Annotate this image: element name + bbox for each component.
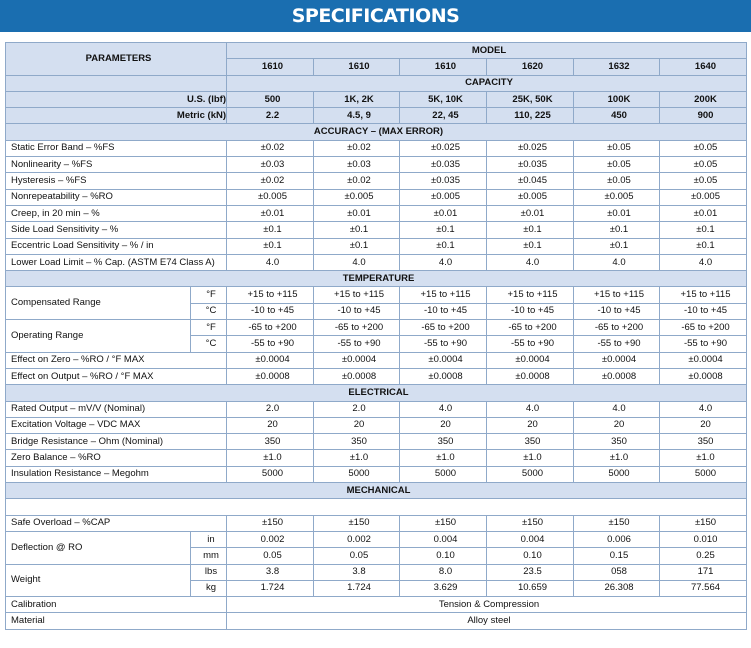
value-cell: 0.05 <box>227 548 314 564</box>
table-row <box>6 466 747 482</box>
value-cell: ±0.035 <box>487 157 574 173</box>
value-cell: ±0.02 <box>314 173 400 189</box>
value-cell: -55 to +90 <box>400 336 487 352</box>
value-cell: 058 <box>574 564 660 580</box>
metric-value: 22, 45 <box>400 108 487 124</box>
table-row <box>6 515 747 531</box>
value-cell: -55 to +90 <box>574 336 660 352</box>
value-cell: ±1.0 <box>574 450 660 466</box>
value-cell: ±0.03 <box>227 157 314 173</box>
value-cell: +15 to +115 <box>487 287 574 303</box>
parameters-header: PARAMETERS <box>6 43 227 76</box>
value-cell: 0.15 <box>574 548 660 564</box>
table-row <box>6 531 747 547</box>
value-cell: ±0.0008 <box>314 368 400 384</box>
table-row <box>6 613 747 629</box>
value-cell: ±0.005 <box>314 189 400 205</box>
section-accuracy <box>6 124 747 140</box>
value-cell: -10 to +45 <box>400 303 487 319</box>
value-cell: ±0.1 <box>227 222 314 238</box>
unit-cell: °F <box>191 320 227 336</box>
value-cell: 0.10 <box>487 548 574 564</box>
us-value: 25K, 50K <box>487 91 574 107</box>
value-cell: ±0.0004 <box>314 352 400 368</box>
value-cell: 4.0 <box>487 401 574 417</box>
section-title: MECHANICAL <box>6 483 747 499</box>
value-cell: Alloy steel <box>227 613 747 629</box>
value-cell: ±0.0004 <box>487 352 574 368</box>
value-cell: ±0.005 <box>400 189 487 205</box>
metric-label: Metric (kN) <box>6 108 227 124</box>
value-cell: 0.002 <box>227 531 314 547</box>
value-cell: 4.0 <box>400 401 487 417</box>
value-cell: ±0.025 <box>400 140 487 156</box>
value-cell: ±0.0004 <box>400 352 487 368</box>
value-cell: 4.0 <box>660 254 747 270</box>
capacity-metric-row <box>6 108 747 124</box>
value-cell: ±0.1 <box>574 222 660 238</box>
value-cell: ±150 <box>660 515 747 531</box>
value-cell: +15 to +115 <box>660 287 747 303</box>
model-cell: 1640 <box>660 59 747 75</box>
model-cell: 1632 <box>574 59 660 75</box>
value-cell: -55 to +90 <box>314 336 400 352</box>
value-cell: 350 <box>574 434 660 450</box>
value-cell: 20 <box>574 417 660 433</box>
value-cell: ±0.1 <box>400 222 487 238</box>
value-cell: 20 <box>400 417 487 433</box>
value-cell: 350 <box>314 434 400 450</box>
table-row <box>6 205 747 221</box>
section-mechanical <box>6 483 747 499</box>
param-label: Side Load Sensitivity – % <box>6 222 227 238</box>
table-row <box>6 320 747 336</box>
value-cell: ±150 <box>227 515 314 531</box>
value-cell: ±0.1 <box>227 238 314 254</box>
page-title: SPECIFICATIONS <box>0 0 751 32</box>
unit-cell: kg <box>191 580 227 596</box>
table-row <box>6 564 747 580</box>
section-title: ACCURACY – (MAX ERROR) <box>6 124 747 140</box>
value-cell: 1.724 <box>314 580 400 596</box>
value-cell: -10 to +45 <box>660 303 747 319</box>
param-label: Insulation Resistance – Megohm <box>6 466 227 482</box>
value-cell: 5000 <box>574 466 660 482</box>
table-row <box>6 450 747 466</box>
section-title: TEMPERATURE <box>6 271 747 287</box>
value-cell: 3.8 <box>227 564 314 580</box>
value-cell: ±1.0 <box>400 450 487 466</box>
value-cell: 0.25 <box>660 548 747 564</box>
value-cell: 4.0 <box>574 401 660 417</box>
param-label: Effect on Output – %RO / °F MAX <box>6 368 227 384</box>
param-label: Effect on Zero – %RO / °F MAX <box>6 352 227 368</box>
param-label: Safe Overload – %CAP <box>6 515 227 531</box>
value-cell: ±0.035 <box>400 173 487 189</box>
value-cell: ±0.005 <box>227 189 314 205</box>
section-electrical <box>6 385 747 401</box>
value-cell: 20 <box>227 417 314 433</box>
value-cell: 350 <box>400 434 487 450</box>
value-cell: ±0.01 <box>574 205 660 221</box>
value-cell: 0.004 <box>400 531 487 547</box>
value-cell: -65 to +200 <box>314 320 400 336</box>
us-value: 1K, 2K <box>314 91 400 107</box>
value-cell: ±0.0008 <box>400 368 487 384</box>
value-cell: ±0.005 <box>660 189 747 205</box>
param-label: Bridge Resistance – Ohm (Nominal) <box>6 434 227 450</box>
value-cell: -65 to +200 <box>487 320 574 336</box>
param-label: Lower Load Limit – % Cap. (ASTM E74 Class A) <box>6 254 227 270</box>
param-label: Nonrepeatability – %RO <box>6 189 227 205</box>
section-gap <box>6 499 747 515</box>
value-cell: 20 <box>314 417 400 433</box>
value-cell: +15 to +115 <box>400 287 487 303</box>
capacity-us-row <box>6 91 747 107</box>
value-cell: 4.0 <box>574 254 660 270</box>
table-row <box>6 417 747 433</box>
value-cell: 20 <box>487 417 574 433</box>
value-cell: 5000 <box>487 466 574 482</box>
param-label: Deflection @ RO <box>6 531 191 564</box>
table-row <box>6 597 747 613</box>
param-label: Hysteresis – %FS <box>6 173 227 189</box>
metric-value: 450 <box>574 108 660 124</box>
value-cell: ±0.045 <box>487 173 574 189</box>
table-row <box>6 401 747 417</box>
value-cell: -10 to +45 <box>314 303 400 319</box>
value-cell: -65 to +200 <box>227 320 314 336</box>
value-cell: ±0.01 <box>660 205 747 221</box>
value-cell: 350 <box>660 434 747 450</box>
param-label: Weight <box>6 564 191 597</box>
value-cell: 3.629 <box>400 580 487 596</box>
value-cell: 23.5 <box>487 564 574 580</box>
value-cell: ±0.1 <box>314 238 400 254</box>
model-cell: 1620 <box>487 59 574 75</box>
value-cell: ±0.05 <box>660 157 747 173</box>
us-value: 500 <box>227 91 314 107</box>
param-label: Eccentric Load Sensitivity – % / in <box>6 238 227 254</box>
value-cell: +15 to +115 <box>574 287 660 303</box>
value-cell: 26.308 <box>574 580 660 596</box>
value-cell: -65 to +200 <box>660 320 747 336</box>
spacer <box>6 499 747 515</box>
value-cell: -55 to +90 <box>487 336 574 352</box>
value-cell: -10 to +45 <box>487 303 574 319</box>
param-label: Rated Output – mV/V (Nominal) <box>6 401 227 417</box>
value-cell: -55 to +90 <box>227 336 314 352</box>
value-cell: +15 to +115 <box>227 287 314 303</box>
param-label: Excitation Voltage – VDC MAX <box>6 417 227 433</box>
value-cell: ±0.005 <box>574 189 660 205</box>
value-cell: 5000 <box>227 466 314 482</box>
value-cell: 2.0 <box>227 401 314 417</box>
section-temperature <box>6 271 747 287</box>
value-cell: -65 to +200 <box>574 320 660 336</box>
value-cell: ±0.0004 <box>574 352 660 368</box>
param-label: Operating Range <box>6 320 191 353</box>
value-cell: ±0.1 <box>574 238 660 254</box>
value-cell: ±0.1 <box>400 238 487 254</box>
value-cell: 4.0 <box>227 254 314 270</box>
param-label: Calibration <box>6 597 227 613</box>
value-cell: 0.05 <box>314 548 400 564</box>
value-cell: ±0.01 <box>314 205 400 221</box>
value-cell: 1.724 <box>227 580 314 596</box>
table-row <box>6 254 747 270</box>
value-cell: ±0.035 <box>400 157 487 173</box>
param-label: Static Error Band – %FS <box>6 140 227 156</box>
value-cell: -10 to +45 <box>227 303 314 319</box>
value-cell: ±150 <box>314 515 400 531</box>
model-header: MODEL <box>227 43 747 59</box>
value-cell: ±0.0008 <box>487 368 574 384</box>
value-cell: ±0.05 <box>660 140 747 156</box>
value-cell: 5000 <box>314 466 400 482</box>
table-row <box>6 434 747 450</box>
table-row <box>6 368 747 384</box>
param-label: Zero Balance – %RO <box>6 450 227 466</box>
value-cell: 4.0 <box>487 254 574 270</box>
value-cell: ±0.02 <box>227 140 314 156</box>
model-cell: 1610 <box>227 59 314 75</box>
value-cell: ±0.1 <box>314 222 400 238</box>
value-cell: -55 to +90 <box>660 336 747 352</box>
value-cell: 0.002 <box>314 531 400 547</box>
table-row <box>6 157 747 173</box>
value-cell: +15 to +115 <box>314 287 400 303</box>
value-cell: ±0.05 <box>660 173 747 189</box>
value-cell: 5000 <box>400 466 487 482</box>
value-cell: ±0.025 <box>487 140 574 156</box>
value-cell: 171 <box>660 564 747 580</box>
table-row <box>6 287 747 303</box>
value-cell: 10.659 <box>487 580 574 596</box>
value-cell: 0.010 <box>660 531 747 547</box>
value-cell: 8.0 <box>400 564 487 580</box>
value-cell: 0.006 <box>574 531 660 547</box>
value-cell: ±0.1 <box>487 238 574 254</box>
value-cell: 77.564 <box>660 580 747 596</box>
value-cell: 4.0 <box>400 254 487 270</box>
value-cell: 20 <box>660 417 747 433</box>
us-value: 5K, 10K <box>400 91 487 107</box>
unit-cell: °F <box>191 287 227 303</box>
unit-cell: lbs <box>191 564 227 580</box>
value-cell: ±0.02 <box>227 173 314 189</box>
unit-cell: °C <box>191 303 227 319</box>
param-label: Compensated Range <box>6 287 191 320</box>
value-cell: ±0.1 <box>660 222 747 238</box>
metric-value: 110, 225 <box>487 108 574 124</box>
value-cell: 5000 <box>660 466 747 482</box>
value-cell: 0.004 <box>487 531 574 547</box>
model-cell: 1610 <box>400 59 487 75</box>
value-cell: ±150 <box>400 515 487 531</box>
value-cell: ±150 <box>487 515 574 531</box>
metric-value: 4.5, 9 <box>314 108 400 124</box>
value-cell: ±0.02 <box>314 140 400 156</box>
value-cell: ±0.05 <box>574 157 660 173</box>
value-cell: ±150 <box>574 515 660 531</box>
capacity-blank <box>6 75 227 91</box>
table-row <box>6 222 747 238</box>
value-cell: ±0.01 <box>227 205 314 221</box>
value-cell: ±0.0004 <box>227 352 314 368</box>
model-cell: 1610 <box>314 59 400 75</box>
value-cell: -10 to +45 <box>574 303 660 319</box>
metric-value: 2.2 <box>227 108 314 124</box>
value-cell: 4.0 <box>314 254 400 270</box>
value-cell: 4.0 <box>660 401 747 417</box>
value-cell: ±1.0 <box>314 450 400 466</box>
unit-cell: °C <box>191 336 227 352</box>
metric-value: 900 <box>660 108 747 124</box>
param-label: Material <box>6 613 227 629</box>
us-label: U.S. (lbf) <box>6 91 227 107</box>
value-cell: ±0.0004 <box>660 352 747 368</box>
value-cell: 0.10 <box>400 548 487 564</box>
value-cell: 2.0 <box>314 401 400 417</box>
header-row-capacity <box>6 75 747 91</box>
value-cell: ±0.1 <box>487 222 574 238</box>
value-cell: Tension & Compression <box>227 597 747 613</box>
value-cell: 350 <box>227 434 314 450</box>
value-cell: ±0.005 <box>487 189 574 205</box>
table-row <box>6 189 747 205</box>
unit-cell: mm <box>191 548 227 564</box>
table-row <box>6 140 747 156</box>
value-cell: ±0.03 <box>314 157 400 173</box>
value-cell: ±1.0 <box>487 450 574 466</box>
value-cell: ±0.0008 <box>660 368 747 384</box>
value-cell: ±0.05 <box>574 140 660 156</box>
value-cell: ±0.01 <box>487 205 574 221</box>
value-cell: ±0.01 <box>400 205 487 221</box>
value-cell: ±0.05 <box>574 173 660 189</box>
value-cell: ±0.0008 <box>574 368 660 384</box>
specifications-table <box>5 42 747 630</box>
value-cell: -65 to +200 <box>400 320 487 336</box>
capacity-header: CAPACITY <box>227 75 747 91</box>
table-row <box>6 173 747 189</box>
value-cell: 3.8 <box>314 564 400 580</box>
us-value: 200K <box>660 91 747 107</box>
value-cell: ±1.0 <box>660 450 747 466</box>
table-row <box>6 238 747 254</box>
section-title: ELECTRICAL <box>6 385 747 401</box>
header-row-model <box>6 43 747 59</box>
unit-cell: in <box>191 531 227 547</box>
value-cell: ±1.0 <box>227 450 314 466</box>
param-label: Nonlinearity – %FS <box>6 157 227 173</box>
param-label: Creep, in 20 min – % <box>6 205 227 221</box>
value-cell: ±0.1 <box>660 238 747 254</box>
table-row <box>6 352 747 368</box>
us-value: 100K <box>574 91 660 107</box>
value-cell: 350 <box>487 434 574 450</box>
value-cell: ±0.0008 <box>227 368 314 384</box>
